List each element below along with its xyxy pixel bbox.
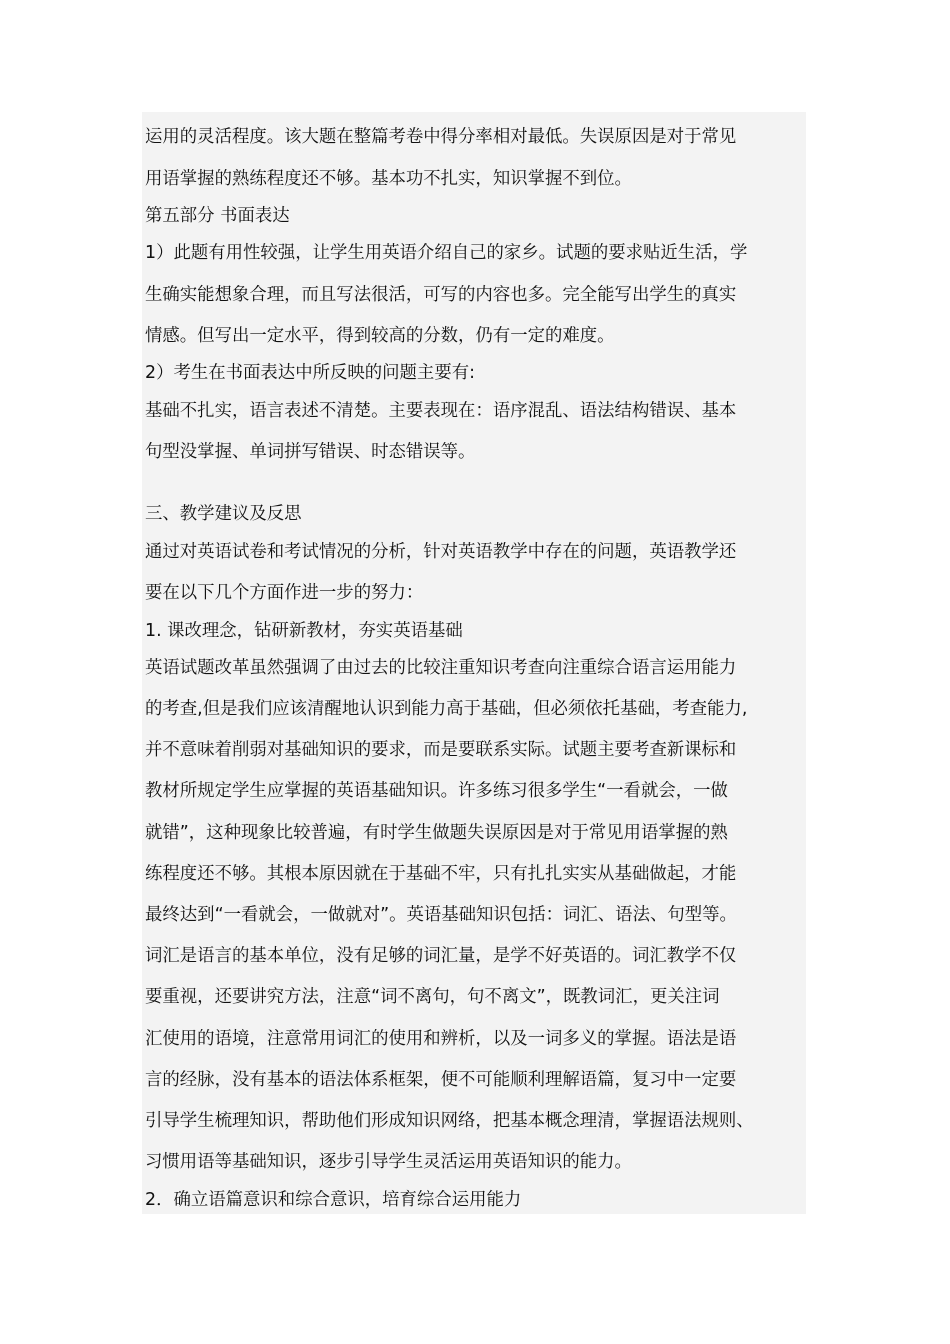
section-heading: 第五部分 书面表达	[145, 206, 290, 226]
text-line: 练程度还不够。其根本原因就在于基础不牢，只有扎扎实实从基础做起，才能	[145, 864, 737, 884]
text-line: 情感。但写出一定水平，得到较高的分数，仍有一定的难度。	[145, 326, 615, 346]
text-line: 用语掌握的熟练程度还不够。基本功不扎实，知识掌握不到位。	[145, 169, 632, 189]
text-line: 汇使用的语境，注意常用词汇的使用和辨析，以及一词多义的掌握。语法是语	[145, 1029, 737, 1049]
text-line: 就错”，这种现象比较普遍，有时学生做题失误原因是对于常见用语掌握的熟	[145, 823, 728, 843]
text-line: 英语试题改革虽然强调了由过去的比较注重知识考查向注重综合语言运用能力	[145, 658, 737, 678]
text-line: 要在以下几个方面作进一步的努力：	[145, 583, 424, 603]
text-line: 并不意味着削弱对基础知识的要求，而是要联系实际。试题主要考查新课标和	[145, 740, 737, 760]
text-line: 1）此题有用性较强，让学生用英语介绍自己的家乡。试题的要求贴近生活，学	[145, 243, 748, 263]
text-line: 最终达到“一看就会，一做就对”。英语基础知识包括：词汇、语法、句型等。	[145, 905, 737, 925]
section-heading: 三、教学建议及反思	[145, 504, 302, 524]
text-line: 句型没掌握、单词拼写错误、时态错误等。	[145, 442, 476, 462]
subsection-heading: 2．确立语篇意识和综合意识，培育综合运用能力	[145, 1190, 522, 1210]
text-line: 言的经脉，没有基本的语法体系框架，便不可能顺利理解语篇，复习中一定要	[145, 1070, 737, 1090]
text-line: 生确实能想象合理，而且写法很活，可写的内容也多。完全能写出学生的真实	[145, 285, 737, 305]
text-line: 教材所规定学生应掌握的英语基础知识。许多练习很多学生“一看就会，一做	[145, 781, 728, 801]
text-line: 词汇是语言的基本单位，没有足够的词汇量，是学不好英语的。词汇教学不仅	[145, 946, 737, 966]
text-line: 运用的灵活程度。该大题在整篇考卷中得分率相对最低。失误原因是对于常见	[145, 127, 737, 147]
text-line: 2）考生在书面表达中所反映的问题主要有:	[145, 363, 475, 383]
subsection-heading: 1. 课改理念，钻研新教材，夯实英语基础	[145, 621, 463, 641]
text-line: 的考查,但是我们应该清醒地认识到能力高于基础，但必须依托基础，考查能力,	[145, 699, 748, 719]
text-line: 基础不扎实，语言表述不清楚。主要表现在：语序混乱、语法结构错误、基本	[145, 401, 737, 421]
text-line: 引导学生梳理知识，帮助他们形成知识网络，把基本概念理清，掌握语法规则、	[145, 1111, 754, 1131]
text-line: 通过对英语试卷和考试情况的分析，针对英语教学中存在的问题，英语教学还	[145, 542, 737, 562]
text-line: 要重视，还要讲究方法，注意“词不离句，句不离文”，既教词汇，更关注词	[145, 987, 720, 1007]
text-line: 习惯用语等基础知识，逐步引导学生灵活运用英语知识的能力。	[145, 1152, 632, 1172]
